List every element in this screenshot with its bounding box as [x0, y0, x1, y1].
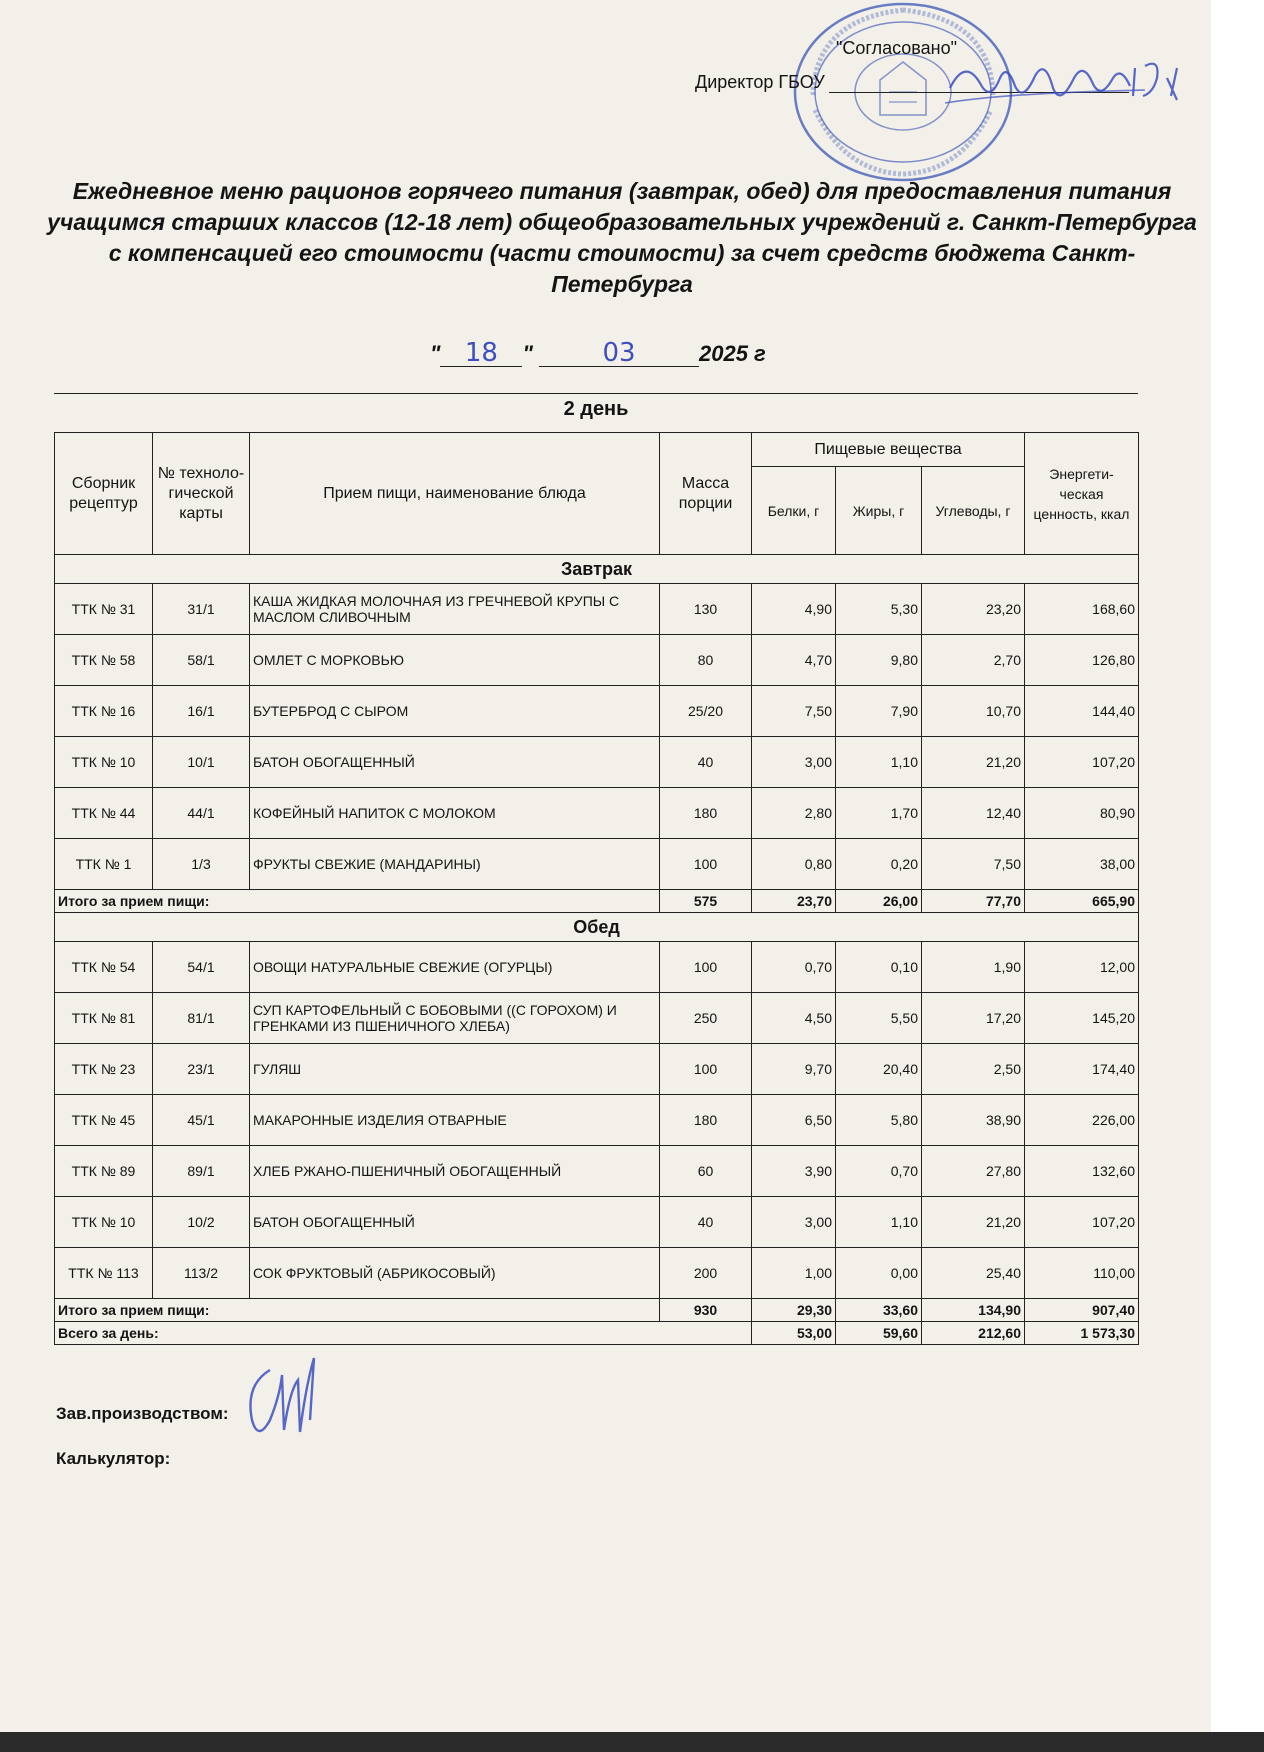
cell-ref: ТТК № 89	[55, 1146, 153, 1197]
cell-carbs: 2,70	[922, 635, 1025, 686]
cell-energy: 126,80	[1025, 635, 1139, 686]
cell-carbs: 17,20	[922, 993, 1025, 1044]
production-head-signature	[240, 1350, 340, 1450]
grand-total-protein: 53,00	[752, 1322, 836, 1345]
cell-fat: 1,10	[836, 1197, 922, 1248]
cell-energy: 226,00	[1025, 1095, 1139, 1146]
subtotal-row	[55, 890, 1139, 913]
subtotal-mass: 930	[660, 1299, 752, 1322]
subtotal-carbs: 134,90	[922, 1299, 1025, 1322]
cell-mass: 200	[660, 1248, 752, 1299]
cell-protein: 0,70	[752, 942, 836, 993]
subtotal-row	[55, 1299, 1139, 1322]
cell-dish: СОК ФРУКТОВЫЙ (АБРИКОСОВЫЙ)	[250, 1248, 660, 1299]
cell-fat: 1,70	[836, 788, 922, 839]
cell-carbs: 7,50	[922, 839, 1025, 890]
cell-ref: ТТК № 23	[55, 1044, 153, 1095]
cell-carbs: 10,70	[922, 686, 1025, 737]
subtotal-energy: 665,90	[1025, 890, 1139, 913]
cell-energy: 107,20	[1025, 737, 1139, 788]
cell-carbs: 27,80	[922, 1146, 1025, 1197]
cell-fat: 1,10	[836, 737, 922, 788]
subtotal-mass: 575	[660, 890, 752, 913]
cell-mass: 100	[660, 942, 752, 993]
document-title: Ежедневное меню рационов горячего питания (завтрак, обед) для предоставления питания учащимся старших классов (12-18 лет) общеобразовательных учреждений г. Санкт-Петербурга с компенсацией его стоимости (части стоимости) за счет средств бюджета Санкт-Петербурга	[47, 178, 1197, 297]
cell-energy: 12,00	[1025, 942, 1139, 993]
cell-ref: ТТК № 113	[55, 1248, 153, 1299]
cell-mass: 60	[660, 1146, 752, 1197]
cell-carbs: 21,20	[922, 737, 1025, 788]
cell-dish: ОМЛЕТ С МОРКОВЬЮ	[250, 635, 660, 686]
cell-ref: ТТК № 58	[55, 635, 153, 686]
grand-total-label: Всего за день:	[55, 1322, 752, 1345]
production-head-label: Зав.производством:	[56, 1404, 229, 1423]
cell-protein: 4,50	[752, 993, 836, 1044]
table-row	[55, 1197, 1139, 1248]
cell-dish: БАТОН ОБОГАЩЕННЫЙ	[250, 737, 660, 788]
subtotal-protein: 29,30	[752, 1299, 836, 1322]
cell-carbs: 21,20	[922, 1197, 1025, 1248]
section-title: Обед	[55, 913, 1139, 942]
grand-total-carbs: 212,60	[922, 1322, 1025, 1345]
cell-protein: 6,50	[752, 1095, 836, 1146]
cell-fat: 20,40	[836, 1044, 922, 1095]
cell-protein: 2,80	[752, 788, 836, 839]
cell-protein: 1,00	[752, 1248, 836, 1299]
cell-dish: КАША ЖИДКАЯ МОЛОЧНАЯ ИЗ ГРЕЧНЕВОЙ КРУПЫ С МАСЛОМ СЛИВОЧНЫМ	[250, 584, 660, 635]
cell-mass: 25/20	[660, 686, 752, 737]
table-row	[55, 1095, 1139, 1146]
header-card: № техноло-гической карты	[153, 433, 250, 555]
grand-total-row	[55, 1322, 1139, 1345]
cell-dish: МАКАРОННЫЕ ИЗДЕЛИЯ ОТВАРНЫЕ	[250, 1095, 660, 1146]
subtotal-label: Итого за прием пищи:	[55, 1299, 660, 1322]
subtotal-fat: 33,60	[836, 1299, 922, 1322]
cell-ref: ТТК № 54	[55, 942, 153, 993]
section-title: Завтрак	[55, 555, 1139, 584]
date-quote-open: "	[430, 341, 441, 366]
cell-dish: ФРУКТЫ СВЕЖИЕ (МАНДАРИНЫ)	[250, 839, 660, 890]
cell-mass: 130	[660, 584, 752, 635]
table-row	[55, 788, 1139, 839]
date-quote-close: "	[522, 341, 533, 366]
header-nutrients: Пищевые вещества	[752, 433, 1025, 467]
cell-protein: 9,70	[752, 1044, 836, 1095]
cell-ref: ТТК № 31	[55, 584, 153, 635]
header-protein: Белки, г	[752, 467, 836, 555]
cell-mass: 180	[660, 788, 752, 839]
cell-protein: 3,00	[752, 737, 836, 788]
cell-ref: ТТК № 44	[55, 788, 153, 839]
cell-dish: ОВОЩИ НАТУРАЛЬНЫЕ СВЕЖИЕ (ОГУРЦЫ)	[250, 942, 660, 993]
cell-card: 89/1	[153, 1146, 250, 1197]
cell-fat: 5,50	[836, 993, 922, 1044]
cell-energy: 144,40	[1025, 686, 1139, 737]
grand-total-fat: 59,60	[836, 1322, 922, 1345]
cell-energy: 38,00	[1025, 839, 1139, 890]
cell-protein: 7,50	[752, 686, 836, 737]
subtotal-fat: 26,00	[836, 890, 922, 913]
cell-mass: 250	[660, 993, 752, 1044]
cell-fat: 7,90	[836, 686, 922, 737]
cell-energy: 132,60	[1025, 1146, 1139, 1197]
table-row	[55, 737, 1139, 788]
cell-energy: 174,40	[1025, 1044, 1139, 1095]
table-row	[55, 1146, 1139, 1197]
table-row	[55, 839, 1139, 890]
subtotal-carbs: 77,70	[922, 890, 1025, 913]
director-signature	[945, 48, 1195, 118]
header-rule	[54, 393, 1138, 394]
table-row	[55, 686, 1139, 737]
cell-ref: ТТК № 81	[55, 993, 153, 1044]
cell-card: 113/2	[153, 1248, 250, 1299]
cell-card: 58/1	[153, 635, 250, 686]
cell-protein: 3,00	[752, 1197, 836, 1248]
cell-card: 10/1	[153, 737, 250, 788]
cell-card: 45/1	[153, 1095, 250, 1146]
director-label: Директор ГБОУ	[695, 72, 825, 92]
cell-dish: ГУЛЯШ	[250, 1044, 660, 1095]
cell-mass: 100	[660, 839, 752, 890]
cell-dish: БАТОН ОБОГАЩЕННЫЙ	[250, 1197, 660, 1248]
cell-protein: 3,90	[752, 1146, 836, 1197]
cell-mass: 80	[660, 635, 752, 686]
table-row	[55, 993, 1139, 1044]
date-day: 18	[440, 340, 522, 367]
cell-fat: 0,00	[836, 1248, 922, 1299]
table-row	[55, 1248, 1139, 1299]
cell-energy: 107,20	[1025, 1197, 1139, 1248]
cell-mass: 180	[660, 1095, 752, 1146]
cell-mass: 100	[660, 1044, 752, 1095]
menu-table	[54, 432, 1139, 1345]
table-row	[55, 942, 1139, 993]
cell-card: 54/1	[153, 942, 250, 993]
cell-fat: 0,20	[836, 839, 922, 890]
cell-card: 16/1	[153, 686, 250, 737]
cell-fat: 0,10	[836, 942, 922, 993]
cell-dish: БУТЕРБРОД С СЫРОМ	[250, 686, 660, 737]
header-dish: Прием пищи, наименование блюда	[250, 433, 660, 555]
cell-energy: 168,60	[1025, 584, 1139, 635]
cell-mass: 40	[660, 737, 752, 788]
cell-carbs: 12,40	[922, 788, 1025, 839]
scan-bottom-edge	[0, 1732, 1264, 1752]
date-year: 2025 г	[699, 341, 766, 366]
cell-protein: 4,90	[752, 584, 836, 635]
subtotal-protein: 23,70	[752, 890, 836, 913]
day-label: 2 день	[563, 398, 629, 420]
cell-card: 1/3	[153, 839, 250, 890]
cell-carbs: 38,90	[922, 1095, 1025, 1146]
cell-dish: СУП КАРТОФЕЛЬНЫЙ С БОБОВЫМИ ((С ГОРОХОМ) И ГРЕНКАМИ ИЗ ПШЕНИЧНОГО ХЛЕБА)	[250, 993, 660, 1044]
cell-energy: 110,00	[1025, 1248, 1139, 1299]
cell-carbs: 23,20	[922, 584, 1025, 635]
header-collection: Сборник рецептур	[55, 433, 153, 555]
cell-card: 81/1	[153, 993, 250, 1044]
cell-mass: 40	[660, 1197, 752, 1248]
subtotal-energy: 907,40	[1025, 1299, 1139, 1322]
cell-ref: ТТК № 1	[55, 839, 153, 890]
cell-card: 44/1	[153, 788, 250, 839]
header-carbs: Углеводы, г	[922, 467, 1025, 555]
cell-fat: 0,70	[836, 1146, 922, 1197]
approval-label: "Согласовано"	[836, 38, 958, 58]
scan-edge	[1211, 0, 1264, 1752]
cell-carbs: 1,90	[922, 942, 1025, 993]
cell-dish: ХЛЕБ РЖАНО-ПШЕНИЧНЫЙ ОБОГАЩЕННЫЙ	[250, 1146, 660, 1197]
cell-ref: ТТК № 16	[55, 686, 153, 737]
cell-protein: 4,70	[752, 635, 836, 686]
cell-card: 23/1	[153, 1044, 250, 1095]
cell-carbs: 25,40	[922, 1248, 1025, 1299]
cell-ref: ТТК № 10	[55, 737, 153, 788]
cell-energy: 80,90	[1025, 788, 1139, 839]
cell-protein: 0,80	[752, 839, 836, 890]
cell-card: 10/2	[153, 1197, 250, 1248]
table-row	[55, 584, 1139, 635]
cell-energy: 145,20	[1025, 993, 1139, 1044]
menu-date	[430, 340, 766, 367]
cell-dish: КОФЕЙНЫЙ НАПИТОК С МОЛОКОМ	[250, 788, 660, 839]
cell-carbs: 2,50	[922, 1044, 1025, 1095]
table-row	[55, 1044, 1139, 1095]
cell-ref: ТТК № 10	[55, 1197, 153, 1248]
date-month: 03	[539, 340, 699, 367]
header-energy: Энергети-ческая ценность, ккал	[1025, 433, 1139, 555]
header-fat: Жиры, г	[836, 467, 922, 555]
cell-fat: 5,80	[836, 1095, 922, 1146]
subtotal-label: Итого за прием пищи:	[55, 890, 660, 913]
cell-fat: 5,30	[836, 584, 922, 635]
grand-total-energy: 1 573,30	[1025, 1322, 1139, 1345]
cell-card: 31/1	[153, 584, 250, 635]
cell-fat: 9,80	[836, 635, 922, 686]
table-row	[55, 635, 1139, 686]
cell-ref: ТТК № 45	[55, 1095, 153, 1146]
calculator-label: Калькулятор:	[56, 1449, 171, 1468]
header-mass: Масса порции	[660, 433, 752, 555]
